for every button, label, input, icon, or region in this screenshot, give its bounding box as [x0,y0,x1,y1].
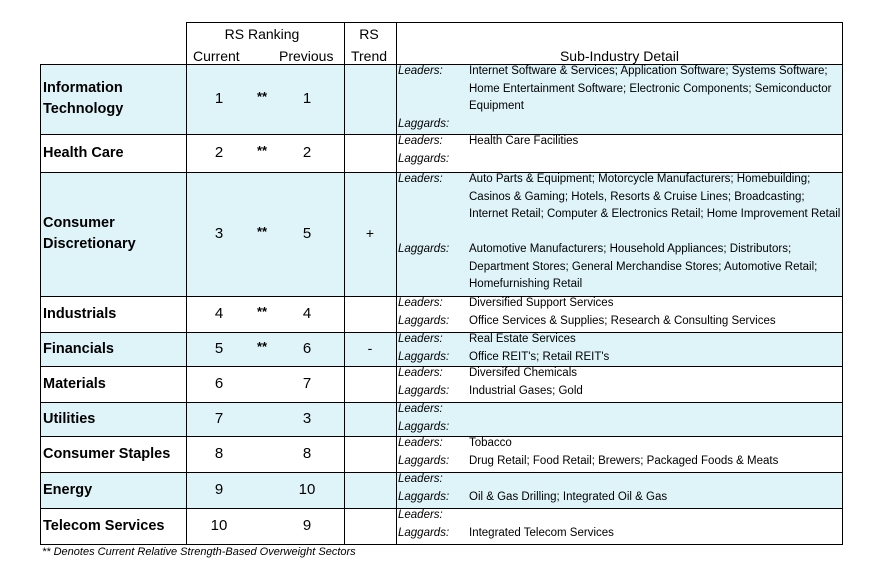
overweight-stars: ** [256,339,268,354]
leaders-label: Leaders: [398,173,443,185]
sector-name: Energy [43,481,93,498]
leaders-detail: Internet Software & Services; Application Software; Systems Software; Home Entertainment Software; Electronic Components; Semiconductor Equipment [469,65,832,112]
row-shade [344,366,396,402]
overweight-stars: ** [256,89,268,104]
grid-line [40,332,843,333]
row-shade [344,296,396,332]
grid-line [40,172,843,173]
grid-line [40,134,843,135]
sector-name: Financials [43,340,114,357]
sector-row [40,172,843,296]
previous-rank: 6 [302,340,312,357]
current-rank: 7 [214,410,224,427]
current-rank: 5 [214,340,224,357]
leaders-label: Leaders: [398,509,443,521]
row-shade [344,436,396,472]
laggards-detail: Office Services & Supplies; Research & Consulting Services [469,314,776,327]
leaders-label: Leaders: [398,403,443,415]
grid-line [40,64,843,65]
row-shade [344,508,396,544]
current-rank: 3 [214,225,224,242]
grid-line [344,22,345,544]
row-shade [396,402,843,436]
laggards-label: Laggards: [398,384,450,397]
laggards-detail: Automotive Manufacturers; Household Appliances; Distributors; Department Stores; General Merchandise Stores; Automotive Retail; Homefurnishing Retail [469,243,818,290]
row-shade [344,64,396,134]
leaders-detail: Real Estate Services [469,333,576,345]
sector-row [40,134,843,172]
sector-name: Industrials [43,305,117,322]
overweight-stars: ** [256,143,268,158]
previous-header: Previous [279,48,334,64]
laggards-label: Laggards: [398,350,450,363]
grid-line [186,22,187,544]
leaders-label: Leaders: [398,473,443,485]
sector-row [40,296,843,332]
leaders-label: Leaders: [398,437,443,449]
rs-trend: - [367,340,373,356]
grid-line [40,472,843,473]
sector-name: Utilities [43,410,96,427]
grid-line [186,22,843,23]
previous-rank: 1 [302,90,312,107]
leaders-detail: Auto Parts & Equipment; Motorcycle Manufacturers; Homebuilding; Casinos & Gaming; Hotels, Resorts & Cruise Lines; Broadcasting; Internet Retail; Computer & Electronics Retail; Home Improvement Retail [469,173,841,220]
previous-rank: 7 [302,375,312,392]
laggards-label: Laggards: [398,243,450,255]
leaders-detail: Diversified Support Services [469,297,614,309]
leaders-label: Leaders: [398,367,443,379]
laggards-label: Laggards: [398,526,450,539]
footnote: ** Denotes Current Relative Strength-Based Overweight Sectors [42,546,356,558]
overweight-stars: ** [256,224,268,239]
sector-row [40,436,843,472]
current-rank: 8 [214,445,224,462]
sector-row [40,472,843,508]
grid-line [842,22,843,544]
grid-line [40,544,843,545]
rs-trend: + [365,225,375,241]
leaders-label: Leaders: [398,135,443,147]
laggards-label: Laggards: [398,420,450,433]
leaders-label: Leaders: [398,333,443,345]
sector-name: Consumer Discretionary [43,215,136,252]
sector-name: Information Technology [43,80,124,117]
row-shade [344,134,396,172]
laggards-detail: Drug Retail; Food Retail; Brewers; Packaged Foods & Meats [469,454,779,467]
grid-line [40,296,843,297]
previous-rank: 3 [302,410,312,427]
previous-rank: 9 [302,517,312,534]
current-rank: 10 [210,517,228,534]
sector-row [40,402,843,436]
leaders-detail: Health Care Facilities [469,135,579,147]
grid-line [40,64,41,544]
laggards-label: Laggards: [398,490,450,503]
grid-line [396,22,397,544]
previous-rank: 10 [298,481,316,498]
sector-row [40,64,843,134]
grid-line [40,366,843,367]
rs-ranking-header: RS Ranking [224,26,300,42]
current-rank: 2 [214,144,224,161]
leaders-label: Leaders: [398,65,443,77]
sector-row [40,332,843,366]
grid-line [40,402,843,403]
laggards-label: Laggards: [398,152,450,165]
sector-name: Consumer Staples [43,445,171,462]
row-shade [344,402,396,436]
overweight-stars: ** [256,304,268,319]
sector-name: Health Care [43,144,124,161]
laggards-label: Laggards: [398,117,450,130]
sector-row [40,366,843,402]
previous-rank: 5 [302,225,312,242]
grid-line [40,436,843,437]
previous-rank: 8 [302,445,312,462]
rs-header: RS [359,26,379,42]
previous-rank: 4 [302,305,312,322]
current-rank: 4 [214,305,224,322]
current-rank: 6 [214,375,224,392]
previous-rank: 2 [302,144,312,161]
current-rank: 9 [214,481,224,498]
grid-line [40,508,843,509]
laggards-label: Laggards: [398,454,450,467]
laggards-detail: Oil & Gas Drilling; Integrated Oil & Gas [469,490,668,503]
current-header: Current [193,48,240,64]
row-shade [344,472,396,508]
laggards-label: Laggards: [398,314,450,327]
sector-row [40,508,843,544]
leaders-label: Leaders: [398,297,443,309]
sub-industry-detail-header: Sub-Industry Detail [559,48,680,64]
leaders-detail: Diversifed Chemicals [469,367,578,379]
leaders-detail: Tobacco [469,437,512,449]
laggards-detail: Industrial Gases; Gold [469,384,583,397]
laggards-detail: Integrated Telecom Services [469,526,614,539]
sector-name: Telecom Services [43,517,165,534]
trend-header: Trend [350,48,388,64]
laggards-detail: Office REIT's; Retail REIT's [469,350,610,363]
current-rank: 1 [214,90,224,107]
sector-name: Materials [43,375,106,392]
